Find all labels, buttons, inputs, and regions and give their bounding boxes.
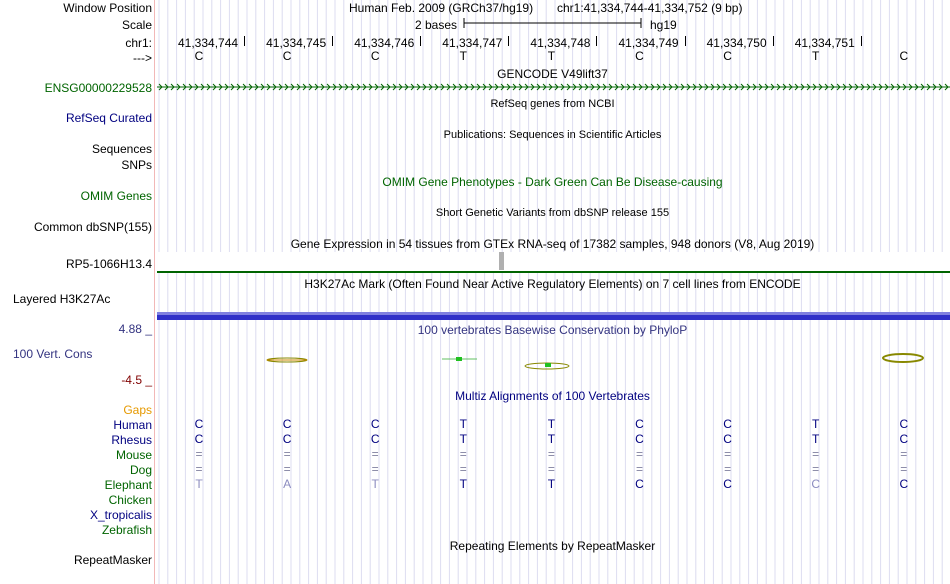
alignment-base: =	[195, 462, 203, 476]
alignment-base: C	[370, 432, 380, 446]
species-label[interactable]: X_tropicalis	[89, 508, 152, 522]
alignment-base: =	[900, 447, 908, 461]
window-position-label: Window Position	[63, 1, 152, 15]
alignment-base: T	[812, 417, 820, 431]
track-title-omim: OMIM Gene Phenotypes - Dark Green Can Be Disease-causing	[382, 175, 723, 189]
alignment-base: C	[811, 477, 821, 491]
cons-min-label: -4.5 _	[121, 373, 152, 387]
track-label-dbsnp[interactable]: Common dbSNP(155)	[33, 220, 152, 234]
alignment-base: C	[723, 432, 732, 446]
alignment-base: =	[724, 462, 732, 476]
alignment-base: C	[370, 417, 380, 431]
gencode-gene-feature[interactable]	[157, 82, 950, 92]
reference-base: C	[282, 49, 292, 63]
alignment-base: C	[899, 477, 909, 491]
reference-base: T	[547, 49, 556, 63]
species-label[interactable]: Zebrafish	[101, 523, 152, 537]
ruler-tick	[420, 36, 421, 46]
reference-base: T	[812, 49, 820, 63]
alignment-base: C	[723, 417, 732, 431]
phylop-conservation-plot[interactable]	[157, 350, 950, 372]
track-label-sequences[interactable]: Sequences	[91, 142, 152, 156]
alignment-base: C	[723, 477, 732, 491]
species-label[interactable]: Mouse	[115, 448, 152, 462]
alignment-base: C	[635, 432, 644, 446]
alignment-base: =	[635, 462, 643, 476]
alignment-base: =	[635, 447, 643, 461]
track-title-refseq: RefSeq genes from NCBI	[490, 98, 615, 110]
track-title-pubs: Publications: Sequences in Scientific Articles	[443, 129, 662, 141]
track-label-h3k27ac[interactable]: Layered H3K27Ac	[13, 292, 111, 306]
alignment-base: C	[194, 432, 204, 446]
track-label-refseq[interactable]: RefSeq Curated	[65, 111, 152, 125]
track-title-gtex: Gene Expression in 54 tissues from GTEx RNA-seq of 17382 samples, 948 donors (V8, Aug 2019)	[290, 237, 815, 251]
alignment-base: =	[459, 447, 467, 461]
ruler-tick	[244, 36, 245, 46]
h3k27ac-signal-dark[interactable]	[157, 315, 950, 320]
ruler-coordinate: 41,334,746	[354, 36, 415, 50]
track-title-repeatmasker: Repeating Elements by RepeatMasker	[449, 539, 656, 553]
reference-base: C	[723, 49, 732, 63]
alignment-base: C	[635, 477, 644, 491]
strand-arrow-label: --->	[133, 51, 152, 65]
alignment-base: =	[812, 462, 820, 476]
alignment-base: =	[900, 462, 908, 476]
alignment-base: =	[724, 447, 732, 461]
track-label-gencode[interactable]: ENSG00000229528	[44, 81, 152, 95]
alignment-base: T	[459, 417, 467, 431]
scale-db: hg19	[650, 18, 677, 32]
alignment-base: C	[194, 417, 204, 431]
track-label-snps[interactable]: SNPs	[121, 158, 152, 172]
track-title-multiz: Multiz Alignments of 100 Vertebrates	[455, 389, 650, 403]
alignment-base: T	[195, 477, 203, 491]
alignment-base: T	[459, 477, 467, 491]
alignment-base: T	[371, 477, 379, 491]
scale-label: Scale	[121, 18, 152, 32]
ruler-coordinate: 41,334,751	[794, 36, 855, 50]
species-label[interactable]: Rhesus	[111, 433, 152, 447]
gtex-expression-area[interactable]	[157, 252, 950, 272]
track-label-omim[interactable]: OMIM Genes	[80, 189, 152, 203]
ruler-tick	[596, 36, 597, 46]
alignment-base: T	[547, 417, 556, 431]
species-label[interactable]: Chicken	[108, 493, 152, 507]
ruler-tick	[773, 36, 774, 46]
species-label[interactable]: Human	[113, 418, 152, 432]
alignment-base: =	[283, 447, 291, 461]
position-readout: chr1:41,334,744-41,334,752 (9 bp)	[557, 1, 743, 15]
ruler-coordinate: 41,334,747	[442, 36, 503, 50]
alignment-base: =	[459, 462, 467, 476]
reference-base: C	[370, 49, 380, 63]
alignment-base: C	[282, 417, 292, 431]
alignment-base: T	[812, 432, 820, 446]
ruler-coordinate: 41,334,744	[178, 36, 239, 50]
alignment-base: C	[899, 432, 909, 446]
alignment-base: T	[547, 432, 556, 446]
reference-base: C	[899, 49, 909, 63]
alignment-base: C	[899, 417, 909, 431]
assembly-name: Human Feb. 2009 (GRCh37/hg19)	[349, 1, 534, 15]
alignment-base: =	[812, 447, 820, 461]
gtex-expression-bar[interactable]	[499, 252, 504, 270]
chrom-label: chr1:	[125, 36, 152, 50]
species-label[interactable]: Elephant	[104, 478, 152, 492]
scale-bar	[462, 16, 644, 30]
alignment-base: =	[371, 447, 379, 461]
alignment-base: T	[547, 477, 556, 491]
alignment-base: =	[547, 447, 555, 461]
reference-base: C	[635, 49, 644, 63]
gtex-baseline	[157, 271, 950, 273]
cons-max-label: 4.88 _	[118, 322, 152, 336]
track-title-dbsnp: Short Genetic Variants from dbSNP release 155	[435, 207, 670, 219]
ruler-coordinate: 41,334,750	[706, 36, 767, 50]
reference-base: T	[459, 49, 467, 63]
ruler-tick	[508, 36, 509, 46]
ruler-tick	[861, 36, 862, 46]
ruler-coordinate: 41,334,749	[618, 36, 679, 50]
species-label[interactable]: Dog	[129, 463, 152, 477]
alignment-base: =	[195, 447, 203, 461]
track-title-h3k27ac: H3K27Ac Mark (Often Found Near Active Regulatory Elements) on 7 cell lines from ENCODE	[304, 277, 801, 291]
ruler-coordinate: 41,334,748	[530, 36, 591, 50]
alignment-base: C	[282, 432, 292, 446]
track-label-repeatmasker[interactable]: RepeatMasker	[73, 553, 152, 567]
ruler-coordinate: 41,334,745	[266, 36, 327, 50]
ruler-tick	[332, 36, 333, 46]
track-label-cons[interactable]: 100 Vert. Cons	[13, 347, 93, 361]
species-label[interactable]: Gaps	[123, 403, 152, 417]
track-label-gtex[interactable]: RP5-1066H13.4	[65, 257, 152, 271]
reference-base: C	[194, 49, 204, 63]
ruler-tick	[685, 36, 686, 46]
alignment-base: C	[635, 417, 644, 431]
alignment-base: A	[283, 477, 292, 491]
alignment-base: =	[371, 462, 379, 476]
alignment-base: =	[283, 462, 291, 476]
scale-text: 2 bases	[415, 18, 458, 32]
track-title-gencode: GENCODE V49lift37	[497, 67, 608, 81]
track-title-cons: 100 vertebrates Basewise Conservation by PhyloP	[417, 323, 688, 337]
alignment-base: T	[459, 432, 467, 446]
alignment-base: =	[547, 462, 555, 476]
